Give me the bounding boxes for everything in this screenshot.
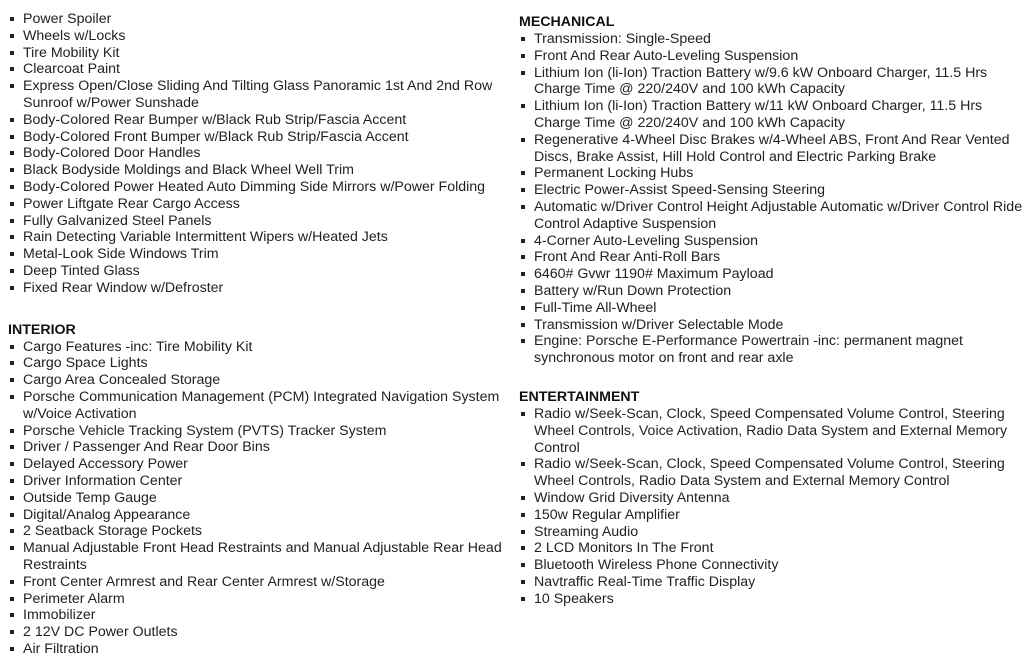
- feature-list-item: Front And Rear Auto-Leveling Suspension: [519, 48, 1024, 65]
- mechanical-section: [519, 14, 1024, 367]
- feature-list-item: Tire Mobility Kit: [8, 45, 508, 62]
- feature-list-item: Manual Adjustable Front Head Restraints and Manual Adjustable Rear Head Restraints: [8, 540, 508, 574]
- feature-list-item: Porsche Vehicle Tracking System (PVTS) Tracker System: [8, 423, 508, 440]
- feature-list-item: Driver Information Center: [8, 473, 508, 490]
- feature-list-item: Digital/Analog Appearance: [8, 507, 508, 524]
- mechanical-list: [519, 31, 1024, 367]
- feature-list-item: 2 Seatback Storage Pockets: [8, 523, 508, 540]
- feature-list-item: 2 12V DC Power Outlets: [8, 624, 508, 641]
- feature-list-item: Window Grid Diversity Antenna: [519, 490, 1024, 507]
- cut-off-previous-line: [8, 0, 508, 11]
- feature-list-item: Immobilizer: [8, 607, 508, 624]
- section-title-mechanical: MECHANICAL: [519, 14, 615, 30]
- feature-list-item: Body-Colored Power Heated Auto Dimming Side Mirrors w/Power Folding: [8, 179, 508, 196]
- section-title-interior: INTERIOR: [8, 321, 76, 338]
- feature-list-item: Front And Rear Anti-Roll Bars: [519, 249, 1024, 266]
- feature-list-item: Engine: Porsche E-Performance Powertrain -inc: permanent magnet synchronous motor on front and rear axle: [519, 333, 1024, 367]
- feature-list-item: 10 Speakers: [519, 591, 1024, 608]
- feature-list-item: Black Bodyside Moldings and Black Wheel Well Trim: [8, 162, 508, 179]
- feature-list-item: Power Spoiler: [8, 11, 508, 28]
- feature-list-item: Power Liftgate Rear Cargo Access: [8, 196, 508, 213]
- feature-list-item: Radio w/Seek-Scan, Clock, Speed Compensated Volume Control, Steering Wheel Controls, Radio Data System and External Memory Control: [519, 456, 1024, 490]
- feature-list-item: Express Open/Close Sliding And Tilting Glass Panoramic 1st And 2nd Row Sunroof w/Power Sunshade: [8, 78, 508, 112]
- feature-list-item: Radio w/Seek-Scan, Clock, Speed Compensated Volume Control, Steering Wheel Controls, Voice Activation, Radio Data System and External Memory Control: [519, 406, 1024, 456]
- feature-list-item: Outside Temp Gauge: [8, 490, 508, 507]
- feature-list-item: Fixed Rear Window w/Defroster: [8, 280, 508, 297]
- feature-list-item: Navtraffic Real-Time Traffic Display: [519, 574, 1024, 591]
- right-column: [519, 0, 1024, 620]
- entertainment-list: [519, 406, 1024, 608]
- feature-list-item: Perimeter Alarm: [8, 591, 508, 608]
- feature-list-item: Lithium Ion (li-Ion) Traction Battery w/9.6 kW Onboard Charger, 11.5 Hrs Charge Time @ 220/240V and 100 kWh Capacity: [519, 65, 1024, 99]
- feature-list-item: 6460# Gvwr 1190# Maximum Payload: [519, 266, 1024, 283]
- feature-list-item: Metal-Look Side Windows Trim: [8, 246, 508, 263]
- feature-list-item: Regenerative 4-Wheel Disc Brakes w/4-Wheel ABS, Front And Rear Vented Discs, Brake Assist, Hill Hold Control and Electric Parking Brake: [519, 132, 1024, 166]
- exterior-list: [8, 11, 508, 297]
- feature-list-item: Cargo Features -inc: Tire Mobility Kit: [8, 339, 508, 356]
- feature-list-item: Battery w/Run Down Protection: [519, 283, 1024, 300]
- feature-list-item: Transmission w/Driver Selectable Mode: [519, 317, 1024, 334]
- feature-list-item: Streaming Audio: [519, 524, 1024, 541]
- feature-list-item: Transmission: Single-Speed: [519, 31, 1024, 48]
- feature-list-item: Lithium Ion (li-Ion) Traction Battery w/11 kW Onboard Charger, 11.5 Hrs Charge Time @ 220/240V and 100 kWh Capacity: [519, 98, 1024, 132]
- feature-list-item: 4-Corner Auto-Leveling Suspension: [519, 233, 1024, 250]
- feature-list-item: Body-Colored Front Bumper w/Black Rub Strip/Fascia Accent: [8, 129, 508, 146]
- feature-list-item: Front Center Armrest and Rear Center Armrest w/Storage: [8, 574, 508, 591]
- feature-list-item: Cargo Space Lights: [8, 355, 508, 372]
- feature-list-item: Wheels w/Locks: [8, 28, 508, 45]
- feature-list-item: Air Filtration: [8, 641, 508, 658]
- feature-list-item: Clearcoat Paint: [8, 61, 508, 78]
- feature-list-item: Delayed Accessory Power: [8, 456, 508, 473]
- interior-list: [8, 339, 508, 658]
- feature-list-item: Automatic w/Driver Control Height Adjustable Automatic w/Driver Control Ride Control Adaptive Suspension: [519, 199, 1024, 233]
- feature-list-item: Permanent Locking Hubs: [519, 165, 1024, 182]
- feature-list-item: 150w Regular Amplifier: [519, 507, 1024, 524]
- feature-list-item: 2 LCD Monitors In The Front: [519, 540, 1024, 557]
- feature-list-item: Deep Tinted Glass: [8, 263, 508, 280]
- feature-list-item: Porsche Communication Management (PCM) Integrated Navigation System w/Voice Activation: [8, 389, 508, 423]
- feature-list-item: Body-Colored Rear Bumper w/Black Rub Strip/Fascia Accent: [8, 112, 508, 129]
- feature-list-item: Fully Galvanized Steel Panels: [8, 213, 508, 230]
- entertainment-section: [519, 389, 1024, 608]
- feature-list-item: Bluetooth Wireless Phone Connectivity: [519, 557, 1024, 574]
- left-column: [8, 0, 508, 670]
- feature-list-item: Electric Power-Assist Speed-Sensing Steering: [519, 182, 1024, 199]
- feature-list-item: Body-Colored Door Handles: [8, 145, 508, 162]
- section-title-entertainment: ENTERTAINMENT: [519, 388, 640, 405]
- feature-list-item: Driver / Passenger And Rear Door Bins: [8, 439, 508, 456]
- feature-list-item: Cargo Area Concealed Storage: [8, 372, 508, 389]
- exterior-section: [8, 0, 508, 297]
- feature-list-item: Full-Time All-Wheel: [519, 300, 1024, 317]
- feature-list-item: Rain Detecting Variable Intermittent Wipers w/Heated Jets: [8, 229, 508, 246]
- interior-section: [8, 322, 508, 658]
